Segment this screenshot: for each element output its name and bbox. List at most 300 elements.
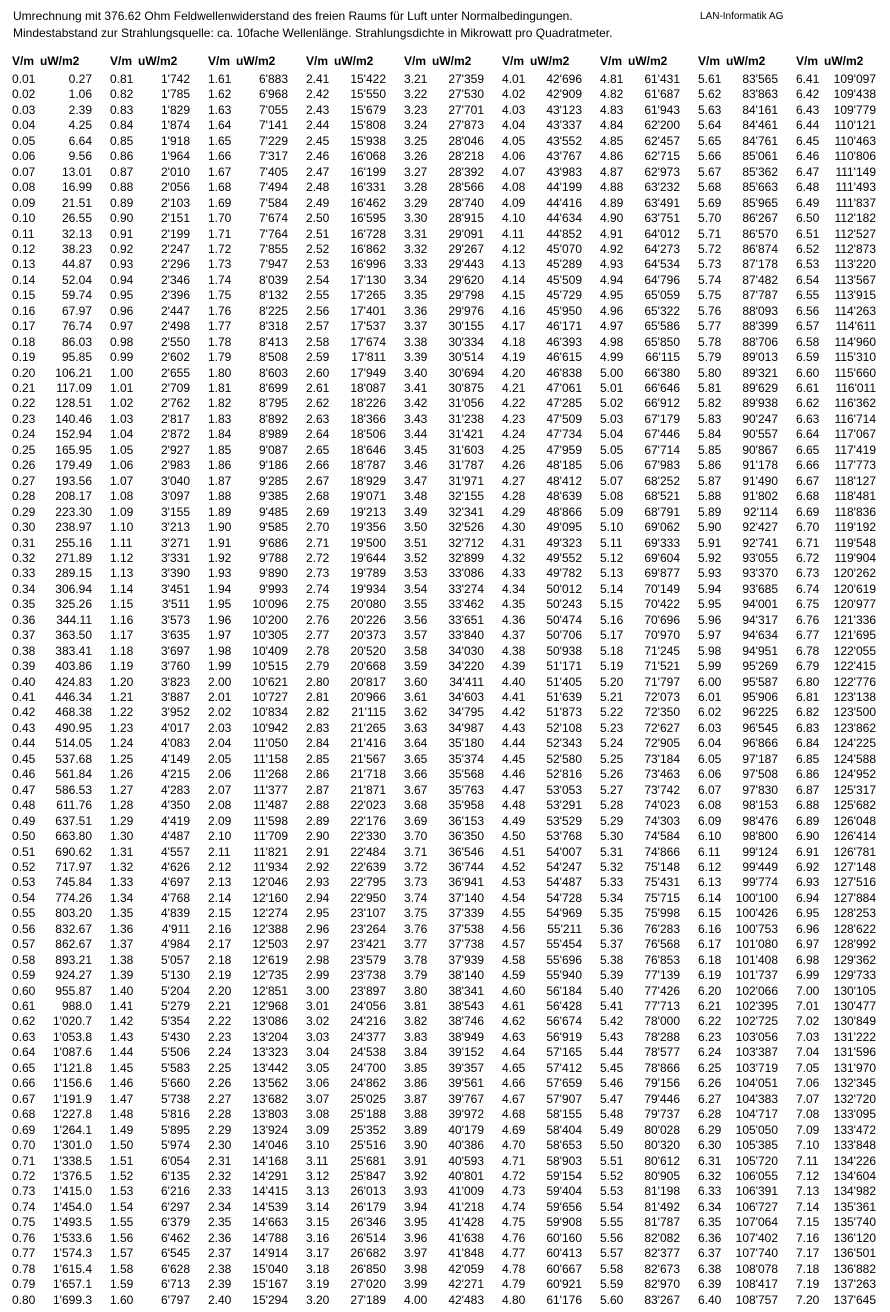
power-density-value: 29'976: [448, 303, 484, 318]
power-density-value: 29'443: [448, 257, 484, 272]
power-density-value: 59'154: [546, 1168, 582, 1183]
table-row: [600, 984, 694, 999]
table-row: [600, 242, 694, 257]
field-strength-value: 3.19: [306, 1277, 330, 1292]
power-density-value: 21'718: [350, 767, 386, 782]
field-strength-value: 6.07: [698, 782, 722, 797]
table-row: [208, 767, 302, 782]
table-row: [208, 1045, 302, 1060]
table-row: [110, 536, 204, 551]
table-row: [12, 1107, 106, 1122]
field-strength-value: 6.93: [796, 875, 820, 890]
table-row: [600, 319, 694, 334]
power-density-value: 65'059: [644, 288, 680, 303]
power-density-value: 114'611: [835, 319, 876, 334]
field-strength-value: 4.97: [600, 319, 624, 334]
table-row: [404, 1169, 498, 1184]
power-density-value: 99'449: [742, 859, 778, 874]
power-density-value: 71'521: [644, 659, 680, 674]
power-density-value: 92'741: [742, 535, 778, 550]
power-density-value: 13'086: [252, 1014, 288, 1029]
power-density-value: 5'974: [161, 1138, 190, 1153]
field-strength-value: 1.83: [208, 411, 232, 426]
power-density-value: 73'463: [644, 767, 680, 782]
power-density-value: 18'366: [350, 411, 386, 426]
field-strength-value: 5.57: [600, 1246, 624, 1261]
power-density-value: 9'993: [259, 581, 288, 596]
power-density-value: 105'720: [735, 1153, 778, 1168]
power-density-value: 135'740: [833, 1215, 876, 1230]
power-density-value: 75'998: [644, 906, 680, 921]
field-strength-value: 2.03: [208, 720, 232, 735]
field-strength-value: 5.91: [698, 535, 722, 550]
table-row: [12, 87, 106, 102]
power-density-value: 34'411: [449, 674, 484, 689]
power-density-value: 89'013: [742, 350, 778, 365]
field-strength-value: 4.20: [502, 365, 526, 380]
table-row: [110, 149, 204, 164]
power-density-value: 11'268: [253, 767, 288, 782]
table-row: [796, 180, 890, 195]
table-row: [208, 1061, 302, 1076]
table-row: [698, 134, 792, 149]
power-density-value: 23'579: [350, 952, 386, 967]
field-strength-value: 2.02: [208, 705, 232, 720]
power-density-value: 14'914: [252, 1246, 288, 1261]
table-row: [502, 551, 596, 566]
table-row: [208, 736, 302, 751]
table-row: [110, 180, 204, 195]
table-row: [12, 814, 106, 829]
field-strength-value: 5.00: [600, 365, 624, 380]
table-row: [12, 705, 106, 720]
power-density-value: 1'338.5: [53, 1153, 92, 1168]
table-row: [404, 412, 498, 427]
power-density-value: 42'483: [448, 1292, 484, 1307]
power-density-value: 6'216: [161, 1184, 190, 1199]
power-density-value: 8'795: [259, 396, 288, 411]
power-density-value: 61'943: [644, 102, 680, 117]
power-density-value: 69'062: [644, 520, 680, 535]
field-strength-value: 4.23: [502, 411, 526, 426]
power-density-value: 31'971: [448, 473, 484, 488]
table-row: [404, 211, 498, 226]
field-strength-value: 4.33: [502, 566, 526, 581]
field-strength-value: 4.75: [502, 1215, 526, 1230]
power-density-value: 102'395: [735, 999, 778, 1013]
power-density-value: 40'386: [448, 1138, 484, 1153]
field-strength-value: 0.59: [12, 968, 36, 983]
power-density-value: 8'413: [259, 334, 288, 349]
power-density-value: 100'100: [735, 890, 778, 905]
power-density-value: 104'051: [735, 1076, 778, 1091]
table-row: [12, 845, 106, 860]
field-strength-value: 6.69: [796, 504, 820, 519]
field-strength-value: 4.84: [600, 118, 624, 133]
field-strength-value: 1.57: [110, 1246, 134, 1261]
table-row: [600, 906, 694, 921]
table-row: [698, 505, 792, 520]
power-density-value: 63'751: [644, 211, 680, 226]
table-row: [110, 1045, 204, 1060]
table-row: [208, 165, 302, 180]
power-density-value: 114'960: [834, 334, 876, 349]
table-row: [404, 1030, 498, 1045]
field-strength-value: 1.15: [110, 597, 134, 612]
table-row: [12, 273, 106, 288]
field-strength-value: 6.62: [796, 396, 820, 411]
power-density-value: 56'184: [546, 983, 582, 998]
power-density-value: 15'938: [350, 133, 386, 148]
power-density-value: 9'285: [259, 473, 288, 488]
field-strength-value: 1.68: [208, 180, 232, 195]
field-strength-value: 1.78: [208, 334, 232, 349]
table-row: [306, 551, 400, 566]
field-strength-value: 0.01: [12, 72, 36, 86]
field-strength-value: 1.76: [208, 303, 232, 318]
power-density-value: 2'817: [161, 411, 190, 426]
field-strength-value: 4.68: [502, 1107, 526, 1122]
table-row: [306, 1138, 400, 1153]
field-strength-value: 2.70: [306, 520, 330, 535]
power-density-value: 43'123: [546, 102, 582, 117]
table-row: [208, 798, 302, 813]
power-density-value: 111'149: [835, 164, 876, 179]
table-row: [502, 767, 596, 782]
field-strength-value: 5.80: [698, 365, 722, 380]
power-density-value: 3'573: [161, 612, 190, 627]
field-strength-value: 3.99: [404, 1277, 428, 1292]
field-strength-value: 7.01: [796, 999, 820, 1013]
field-strength-value: 2.43: [306, 102, 330, 117]
power-density-value: 92'427: [742, 520, 778, 535]
table-row: [306, 1169, 400, 1184]
field-strength-value: 2.64: [306, 427, 330, 442]
power-density-value: 39'561: [448, 1076, 484, 1091]
power-density-value: 41'428: [448, 1215, 484, 1230]
power-density-value: 15'040: [252, 1261, 288, 1276]
table-row: [110, 505, 204, 520]
power-density-value: 37'140: [448, 890, 484, 905]
power-density-value: 50'012: [546, 581, 582, 596]
field-strength-value: 6.51: [796, 226, 820, 241]
field-strength-value: 4.89: [600, 195, 624, 210]
table-row: [600, 736, 694, 751]
field-strength-value: 6.99: [796, 968, 820, 983]
table-row: [600, 597, 694, 612]
field-strength-value: 6.34: [698, 1199, 722, 1214]
power-density-value: 120'977: [833, 597, 876, 612]
table-row: [12, 798, 106, 813]
field-strength-value: 0.74: [12, 1199, 36, 1214]
power-density-value: 2'709: [161, 381, 190, 395]
table-row: [502, 1076, 596, 1091]
table-row: [404, 319, 498, 334]
field-strength-value: 5.88: [698, 489, 722, 504]
field-strength-value: 1.77: [208, 319, 232, 334]
power-density-value: 29'798: [448, 288, 484, 303]
table-row: [12, 968, 106, 983]
power-density-value: 33'462: [448, 597, 484, 612]
field-strength-value: 6.52: [796, 241, 820, 256]
table-row: [698, 767, 792, 782]
power-density-value: 20'966: [350, 690, 386, 704]
power-density-value: 15'679: [350, 102, 386, 117]
table-row: [306, 103, 400, 118]
table-row: [796, 767, 890, 782]
table-row: [404, 597, 498, 612]
power-density-value: 8'699: [259, 381, 288, 395]
table-row: [502, 227, 596, 242]
power-density-value: 49'095: [546, 520, 582, 535]
field-strength-value: 6.90: [796, 829, 820, 844]
table-row: [404, 798, 498, 813]
field-strength-value: 3.94: [404, 1199, 428, 1214]
power-density-value: 67.97: [61, 303, 92, 318]
power-density-value: 17'949: [350, 365, 386, 380]
power-density-value: 26'346: [350, 1215, 386, 1230]
table-row: [502, 412, 596, 427]
table-row: [796, 1061, 890, 1076]
table-row: [208, 103, 302, 118]
table-row: [404, 968, 498, 983]
power-density-value: 67'446: [644, 427, 680, 442]
table-row: [698, 149, 792, 164]
power-density-value: 119'192: [834, 520, 876, 535]
power-density-value: 137'645: [833, 1292, 876, 1307]
field-strength-value: 4.72: [502, 1168, 526, 1183]
field-strength-value: 3.89: [404, 1122, 428, 1137]
field-strength-value: 5.87: [698, 473, 722, 488]
power-density-value: 2'447: [161, 303, 190, 318]
power-density-value: 52.04: [61, 272, 92, 287]
power-density-value: 101'080: [735, 937, 778, 952]
power-density-value: 20'520: [350, 643, 386, 658]
power-density-value: 4'350: [161, 798, 190, 813]
table-row: [600, 72, 694, 87]
field-strength-value: 5.30: [600, 829, 624, 844]
field-strength-value: 5.04: [600, 427, 624, 442]
table-row: [698, 1200, 792, 1215]
power-density-value: 19'213: [350, 504, 386, 519]
power-density-value: 19'789: [350, 566, 386, 581]
power-density-value: 134'226: [833, 1153, 876, 1168]
power-density-value: 3'760: [161, 659, 190, 674]
field-strength-value: 6.58: [796, 334, 820, 349]
table-row: [796, 1215, 890, 1230]
field-strength-value: 2.00: [208, 674, 232, 689]
field-strength-value: 2.29: [208, 1122, 232, 1137]
power-density-value: 72'073: [644, 690, 680, 704]
table-row: [404, 227, 498, 242]
field-strength-value: 1.07: [110, 473, 134, 488]
power-density-value: 64'796: [644, 272, 680, 287]
table-row: [502, 180, 596, 195]
table-row: [306, 752, 400, 767]
power-density-value: 16'199: [350, 164, 386, 179]
table-row: [502, 489, 596, 504]
table-row: [502, 597, 596, 612]
power-density-value: 38'746: [448, 1014, 484, 1029]
table-row: [698, 443, 792, 458]
field-strength-value: 1.13: [110, 566, 134, 581]
table-row: [600, 149, 694, 164]
table-row: [796, 350, 890, 365]
field-strength-value: 5.77: [698, 319, 722, 334]
power-density-value: 18'506: [350, 427, 386, 442]
field-strength-value: 5.66: [698, 149, 722, 164]
field-strength-value: 4.88: [600, 180, 624, 195]
field-strength-value: 6.74: [796, 581, 820, 596]
field-strength-value: 2.26: [208, 1076, 232, 1091]
table-row: [208, 458, 302, 473]
power-density-value: 14'168: [252, 1153, 288, 1168]
field-strength-value: 5.69: [698, 195, 722, 210]
table-row: [600, 999, 694, 1014]
power-density-value: 82'377: [644, 1246, 680, 1261]
field-strength-value: 7.08: [796, 1107, 820, 1122]
power-density-value: 11'709: [253, 829, 288, 844]
table-row: [796, 613, 890, 628]
power-density-value: 18'787: [350, 458, 386, 473]
table-row: [110, 891, 204, 906]
table-row: [12, 1169, 106, 1184]
power-density-value: 47'285: [546, 396, 582, 411]
field-strength-value: 3.87: [404, 1091, 428, 1106]
table-row: [12, 536, 106, 551]
table-row: [600, 1138, 694, 1153]
table-row: [208, 536, 302, 551]
table-row: [12, 1061, 106, 1076]
field-strength-value: 1.91: [208, 535, 232, 550]
power-density-value: 8'039: [259, 272, 288, 287]
field-strength-value: 5.78: [698, 334, 722, 349]
table-row: [404, 257, 498, 272]
field-strength-value: 4.91: [600, 226, 624, 241]
field-strength-value: 1.16: [110, 612, 134, 627]
table-row: [208, 875, 302, 890]
table-row: [208, 427, 302, 442]
field-strength-value: 0.19: [12, 350, 36, 365]
power-density-value: 102'725: [735, 1014, 778, 1029]
power-density-value: 18'226: [350, 396, 386, 411]
table-row: [600, 257, 694, 272]
field-strength-value: 7.00: [796, 983, 820, 998]
table-row: [404, 1107, 498, 1122]
field-strength-value: 7.02: [796, 1014, 820, 1029]
table-row: [208, 845, 302, 860]
field-strength-value: 1.69: [208, 195, 232, 210]
power-density-value: 32'155: [448, 489, 484, 504]
field-strength-value: 6.97: [796, 937, 820, 952]
power-density-value: 490.95: [55, 720, 92, 735]
field-strength-value: 2.88: [306, 798, 330, 813]
field-strength-value: 0.52: [12, 859, 36, 874]
power-density-value: 120'619: [833, 581, 876, 596]
field-strength-value: 3.58: [404, 643, 428, 658]
power-density-value: 1'301.0: [53, 1138, 92, 1153]
table-row: [12, 922, 106, 937]
table-row: [404, 752, 498, 767]
table-row: [404, 984, 498, 999]
power-density-value: 8'892: [259, 411, 288, 426]
field-strength-value: 1.70: [208, 211, 232, 226]
field-strength-value: 1.80: [208, 365, 232, 380]
table-row: [12, 427, 106, 442]
table-row: [502, 968, 596, 983]
table-row: [698, 1184, 792, 1199]
field-strength-value: 6.23: [698, 1029, 722, 1044]
field-strength-value: 3.78: [404, 952, 428, 967]
field-strength-value: 4.05: [502, 133, 526, 148]
power-density-value: 129'362: [833, 952, 876, 967]
table-row: [110, 875, 204, 890]
field-strength-value: 1.01: [110, 381, 134, 395]
field-strength-value: 2.59: [306, 350, 330, 365]
table-row: [110, 860, 204, 875]
table-row: [796, 937, 890, 952]
field-strength-value: 6.55: [796, 288, 820, 303]
table-row: [502, 1262, 596, 1277]
table-row: [12, 1123, 106, 1138]
power-density-value: 82'673: [644, 1261, 680, 1276]
field-strength-value: 5.35: [600, 906, 624, 921]
power-density-value: 7'947: [259, 257, 288, 272]
table-row: [698, 196, 792, 211]
power-density-value: 6'545: [161, 1246, 190, 1261]
power-density-value: 65'850: [644, 334, 680, 349]
table-row: [502, 505, 596, 520]
header-vm: V/m: [698, 54, 721, 68]
field-strength-value: 7.11: [796, 1153, 819, 1168]
field-strength-value: 5.40: [600, 983, 624, 998]
power-density-value: 40'179: [448, 1122, 484, 1137]
table-row: [208, 659, 302, 674]
table-row: [600, 118, 694, 133]
field-strength-value: 0.17: [12, 319, 36, 334]
field-strength-value: 0.13: [12, 257, 36, 272]
field-strength-value: 2.91: [306, 844, 330, 859]
table-row: [698, 752, 792, 767]
power-density-value: 78'000: [644, 1014, 680, 1029]
field-strength-value: 5.26: [600, 767, 624, 782]
field-strength-value: 6.82: [796, 705, 820, 720]
field-strength-value: 0.90: [110, 211, 134, 226]
table-row: [208, 273, 302, 288]
field-strength-value: 3.90: [404, 1138, 428, 1153]
table-row: [698, 1123, 792, 1138]
table-row: [698, 273, 792, 288]
table-row: [12, 520, 106, 535]
table-row: [306, 968, 400, 983]
field-strength-value: 6.22: [698, 1014, 722, 1029]
field-strength-value: 5.51: [600, 1153, 624, 1168]
field-strength-value: 0.10: [12, 211, 36, 226]
field-strength-value: 1.53: [110, 1184, 134, 1199]
power-density-value: 103'387: [735, 1045, 778, 1060]
table-row: [404, 396, 498, 411]
power-density-value: 95'587: [742, 674, 778, 689]
field-strength-value: 7.07: [796, 1091, 820, 1106]
table-row: [600, 875, 694, 890]
field-strength-value: 5.32: [600, 859, 624, 874]
power-density-value: 15'167: [252, 1277, 288, 1292]
power-density-value: 2'346: [161, 272, 190, 287]
table-row: [796, 165, 890, 180]
field-strength-value: 3.09: [306, 1122, 330, 1137]
header-vm: V/m: [208, 54, 231, 68]
field-strength-value: 7.13: [796, 1184, 820, 1199]
